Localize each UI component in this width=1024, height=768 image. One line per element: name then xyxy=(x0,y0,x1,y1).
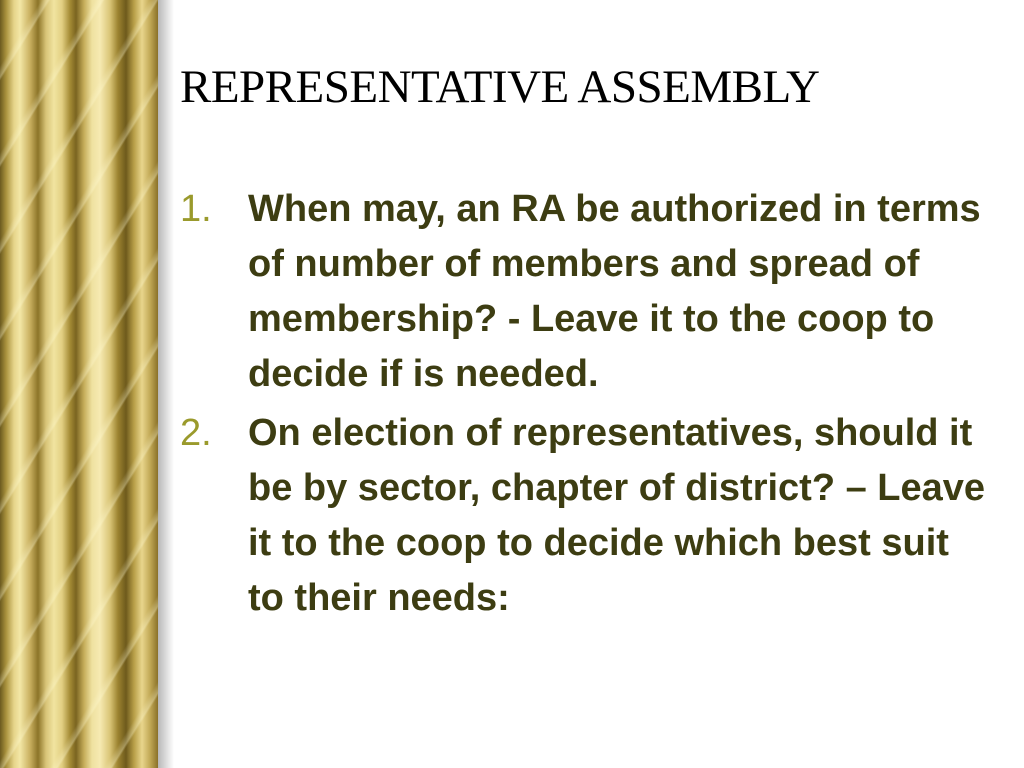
slide-title: REPRESENTATIVE ASSEMBLY xyxy=(180,61,820,113)
list-item-text: When may, an RA be authorized in terms of number of members and spread of membership? - Leave it to the coop to decide if is needed. xyxy=(248,188,981,395)
list-item-1 xyxy=(180,182,1010,402)
list-item-number: 2. xyxy=(180,412,212,454)
numbered-list xyxy=(180,182,1010,630)
list-item-text: On election of representatives, should it be by sector, chapter of district? – Leave it to the coop to decide which best suit to their needs: xyxy=(248,412,986,619)
list-item-number: 1. xyxy=(180,188,212,230)
list-item-2 xyxy=(180,406,1010,626)
decorative-column xyxy=(0,0,158,768)
column-shadow xyxy=(158,0,174,768)
